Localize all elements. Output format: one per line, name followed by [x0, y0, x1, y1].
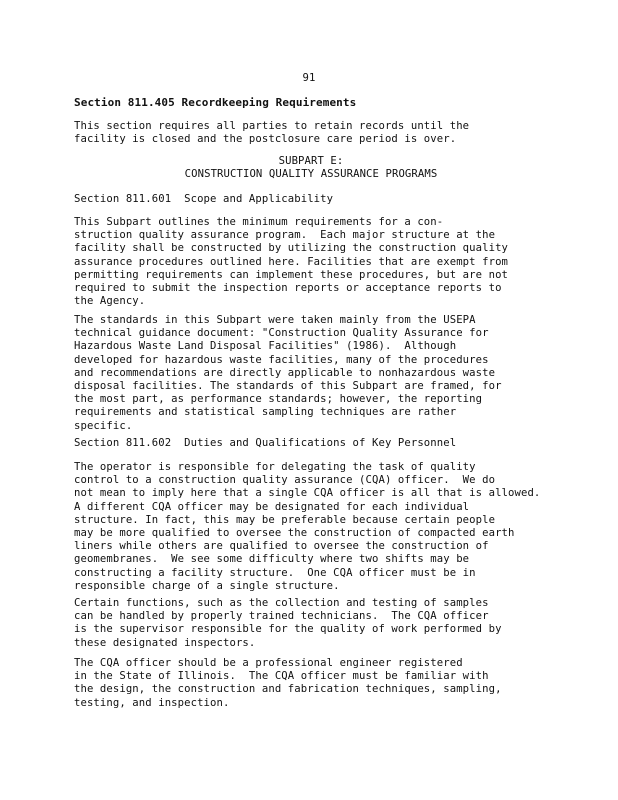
text-line: disposal facilities. The standards of this Subpart are framed, for [74, 380, 502, 393]
text-line: control to a construction quality assurance (CQA) officer. We do [74, 474, 496, 487]
paragraph-cqa-officer [74, 657, 554, 710]
subpart-name: CONSTRUCTION QUALITY ASSURANCE PROGRAMS [184, 168, 438, 181]
text-line: assurance procedures outlined here. Facilities that are exempt from [74, 255, 509, 268]
text-line: constructing a facility structure. One CQA officer must be in [74, 566, 476, 579]
text-line: the Agency. [74, 295, 146, 308]
section-title-601 [74, 193, 554, 206]
text-line: the most part, as performance standards; however, the reporting [74, 393, 483, 406]
page-number: 91 [302, 72, 316, 84]
intro-paragraph [74, 120, 554, 146]
text-line: may be more qualified to oversee the construction of compacted earth [74, 527, 515, 540]
text-line: This section requires all parties to retain records until the [74, 120, 470, 132]
text-line: The standards in this Subpart were taken mainly from the USEPA [74, 314, 476, 326]
text-line: required to submit the inspection reports or acceptance reports to [74, 282, 502, 295]
paragraph-scope [74, 216, 554, 308]
text-line: structure. In fact, this may be preferable because certain people [74, 513, 496, 526]
text-line: technical guidance document: "Construction Quality Assurance for [74, 327, 489, 340]
text-line: responsible charge of a single structure. [74, 579, 340, 592]
text-line: in the State of Illinois. The CQA officer must be familiar with [74, 670, 489, 683]
text-line: permitting requirements can implement these procedures, but are not [74, 268, 509, 281]
text-line: Section 811.602 Duties and Qualifications of Key Personnel [74, 437, 457, 449]
text-line: The CQA officer should be a professional engineer registered [74, 657, 463, 669]
text-line: liners while others are qualified to oversee the construction of [74, 540, 489, 553]
text-line: Certain functions, such as the collection and testing of samples [74, 597, 489, 609]
text-line: The operator is responsible for delegating the task of quality [74, 461, 476, 473]
paragraph-duties [74, 461, 554, 593]
paragraph-standards [74, 314, 554, 433]
text-line: these designated inspectors. [74, 636, 256, 649]
text-line: facility shall be constructed by utilizing the construction quality [74, 242, 509, 255]
text-line: developed for hazardous waste facilities, many of the procedures [74, 353, 489, 366]
text-line: requirements and statistical sampling techniques are rather [74, 406, 457, 419]
text-line: the design, the construction and fabrication techniques, sampling, [74, 683, 502, 696]
text-line: Section 811.601 Scope and Applicability [74, 193, 334, 205]
text-line: Hazardous Waste Land Disposal Facilities" (1986). Although [74, 340, 457, 353]
text-line: This Subpart outlines the minimum requirements for a con- [74, 216, 444, 228]
subpart-label: SUBPART E: [278, 155, 344, 167]
section-heading: Section 811.405 Recordkeeping Requirements [74, 96, 357, 109]
text-line: is the supervisor responsible for the quality of work performed by [74, 623, 502, 636]
text-line: and recommendations are directly applicable to nonhazardous waste [74, 366, 496, 379]
text-line: specific. [74, 419, 133, 432]
text-line: geomembranes. We see some difficulty where two shifts may be [74, 553, 470, 566]
text-line: facility is closed and the postclosure care period is over. [74, 133, 457, 146]
paragraph-functions [74, 597, 554, 650]
subpart-title [74, 155, 548, 181]
text-line: can be handled by properly trained technicians. The CQA officer [74, 610, 489, 623]
text-line: not mean to imply here that a single CQA officer is all that is allowed. [74, 487, 541, 500]
text-line: A different CQA officer may be designated for each individual [74, 500, 470, 513]
text-line: struction quality assurance program. Each major structure at the [74, 229, 496, 242]
text-line: testing, and inspection. [74, 696, 230, 709]
section-title-602 [74, 437, 554, 450]
